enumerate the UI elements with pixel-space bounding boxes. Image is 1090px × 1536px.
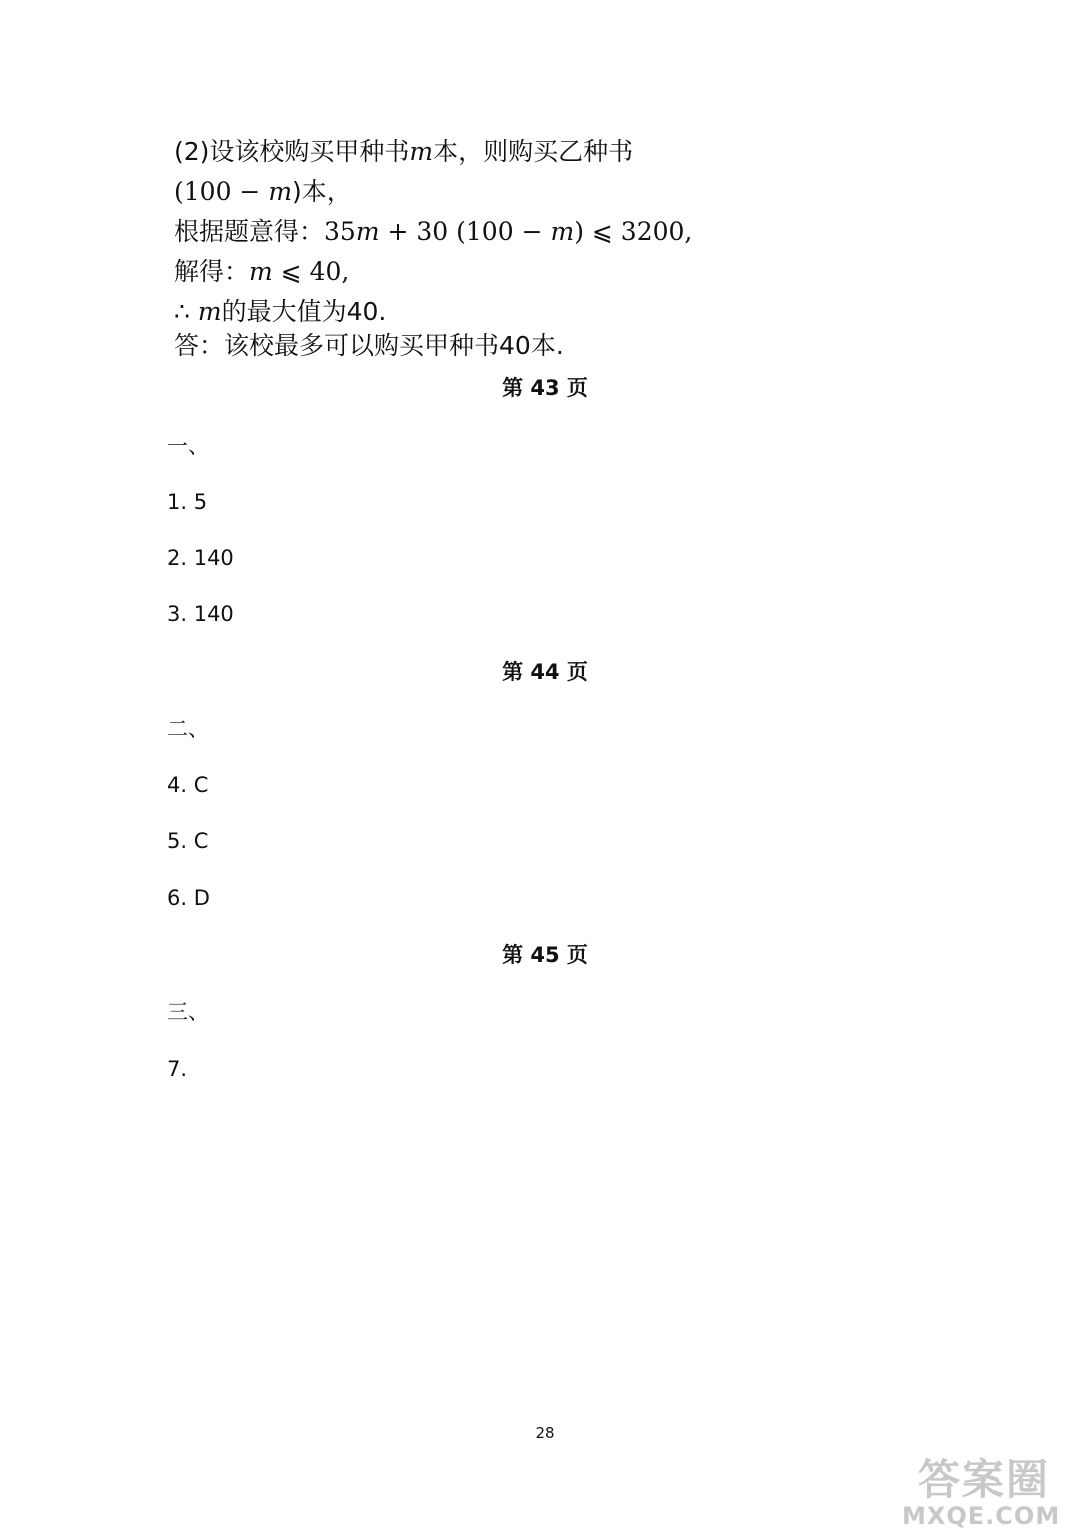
- math-variable: m: [249, 257, 273, 286]
- therefore-symbol: ∴: [174, 297, 198, 326]
- answer-item: 2. 140: [167, 546, 234, 570]
- answer-item: 3. 140: [167, 602, 234, 626]
- section-label: 一、: [167, 434, 209, 458]
- solution-line-5: [174, 296, 386, 328]
- answer-item: 4. C: [167, 773, 209, 797]
- page-heading: 第 43 页: [502, 376, 588, 400]
- math-expression: + 30 (100 −: [379, 217, 551, 246]
- page-heading: 第 44 页: [502, 660, 588, 684]
- answer-item: 6. D: [167, 886, 210, 910]
- math-variable: m: [197, 297, 222, 326]
- solution-label: 解得：: [174, 257, 250, 286]
- solution-text: 的最大值为40.: [221, 297, 387, 326]
- solution-line-3: [174, 216, 692, 248]
- math-expression: 35: [324, 217, 356, 246]
- watermark-text: 答案圈: [918, 1455, 1051, 1504]
- page-number: 28: [535, 1424, 555, 1442]
- math-variable: m: [409, 137, 434, 166]
- solution-text: 本，则购买乙种书: [433, 137, 634, 166]
- math-variable: m: [355, 217, 380, 246]
- solution-text: (2)设该校购买甲种书: [174, 137, 410, 166]
- page-heading: 第 45 页: [502, 943, 588, 967]
- solution-line-2: [174, 176, 352, 208]
- section-label: 二、: [167, 717, 209, 741]
- answer-item: 7.: [167, 1057, 188, 1081]
- math-variable: m: [268, 177, 293, 206]
- solution-line-1: [174, 136, 633, 168]
- math-expression: ) ⩽ 3200,: [574, 217, 693, 246]
- solution-text: )本，: [292, 177, 352, 206]
- answer-item: 5. C: [167, 829, 209, 853]
- solution-label: 根据题意得：: [174, 217, 325, 246]
- math-expression: ⩽ 40,: [272, 257, 350, 286]
- answer-line: 答：该校最多可以购买甲种书40本.: [174, 331, 564, 360]
- section-label: 三、: [167, 1000, 209, 1024]
- math-variable: m: [550, 217, 575, 246]
- watermark-url: MXQE.COM: [902, 1502, 1061, 1530]
- solution-line-4: [174, 256, 349, 288]
- watermark-logo: [902, 1456, 1082, 1530]
- math-expression: (100 −: [174, 177, 269, 206]
- answer-item: 1. 5: [167, 490, 208, 514]
